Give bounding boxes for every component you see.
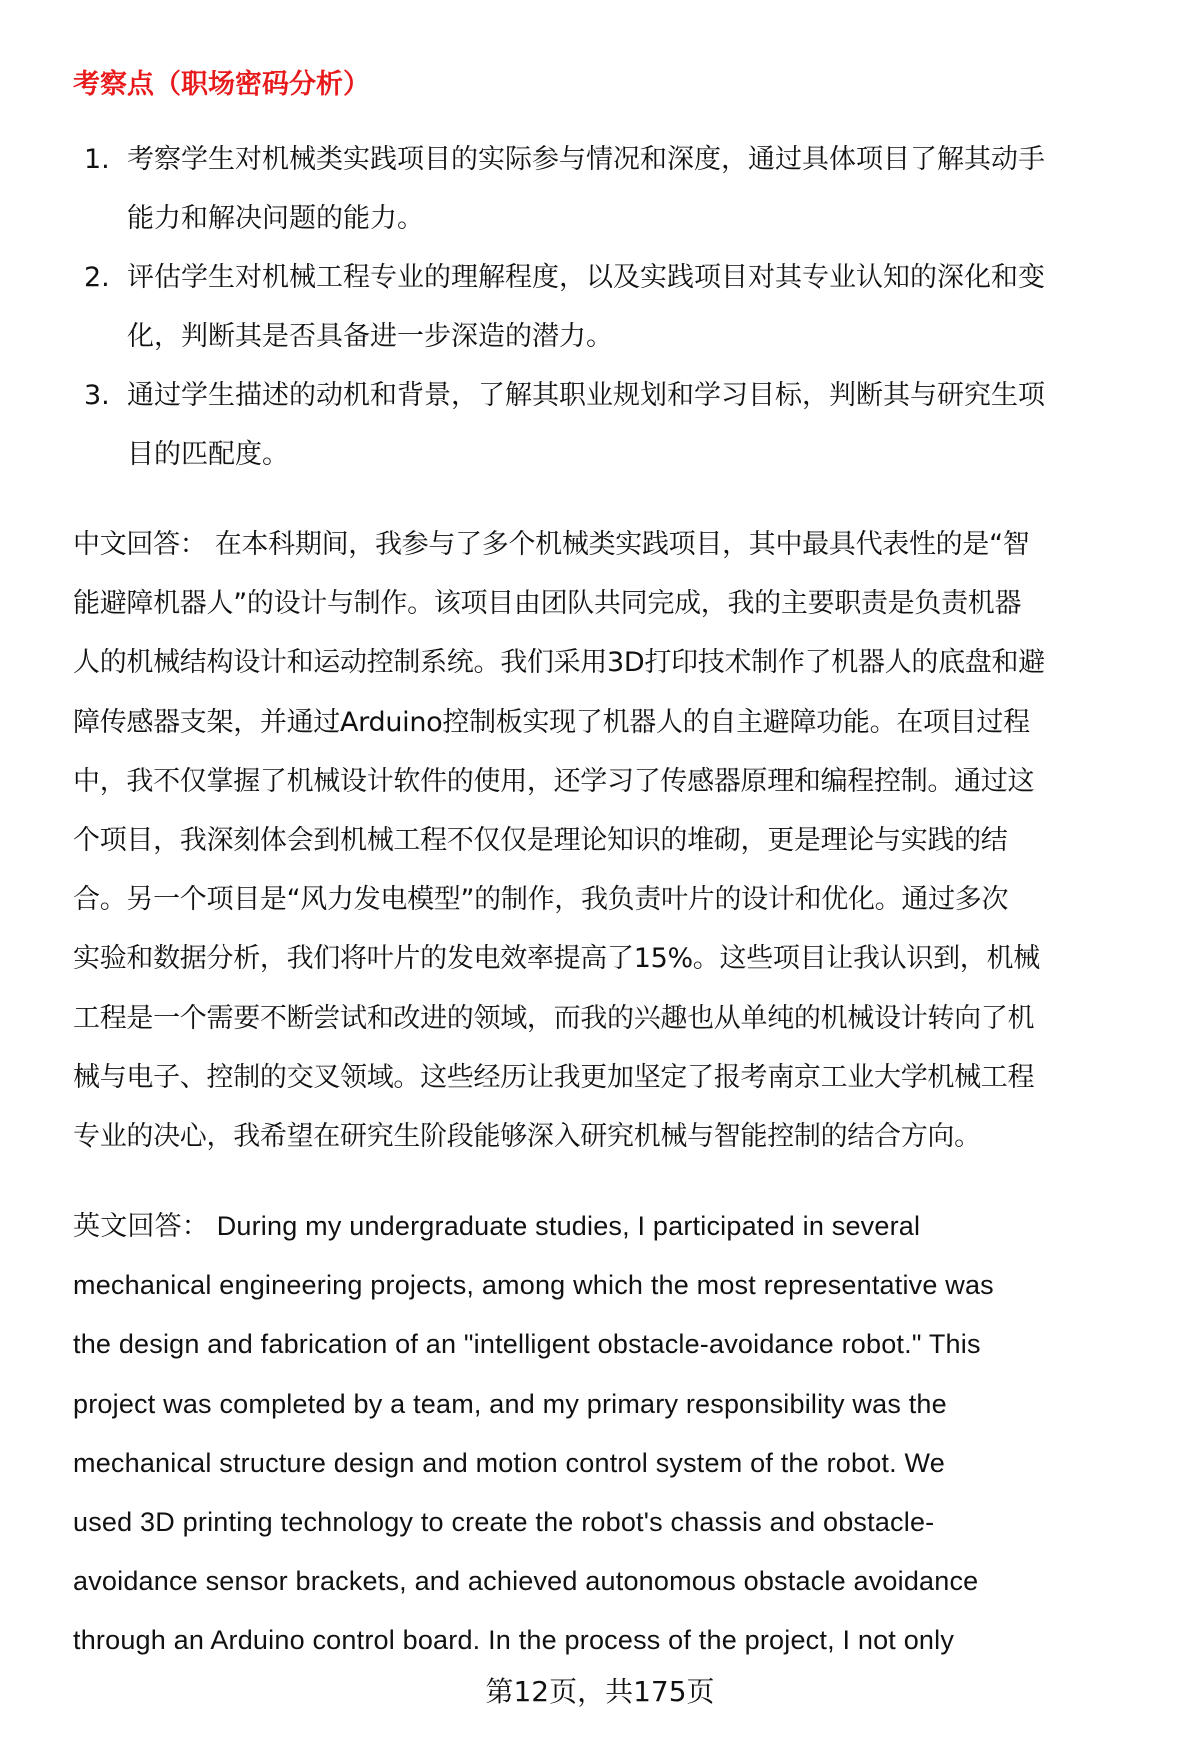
paragraph-line: mechanical engineering projects, among which the most representative was	[73, 1270, 994, 1301]
list-item-line: 化，判断其是否具备进一步深造的潜力。	[127, 321, 613, 352]
paragraph-line: avoidance sensor brackets, and achieved autonomous obstacle avoidance	[73, 1566, 979, 1597]
list-number: 1.	[84, 144, 110, 175]
paragraph-line: the design and fabrication of an "intelligent obstacle-avoidance robot." This	[73, 1329, 981, 1360]
paragraph-line: 械与电子、控制的交叉领域。这些经历让我更加坚定了报考南京工业大学机械工程	[73, 1061, 1035, 1093]
paragraph-line: project was completed by a team, and my primary responsibility was the	[73, 1388, 947, 1419]
paragraph-line: 人的机械结构设计和运动控制系统。我们采用3D打印技术制作了机器人的底盘和避	[73, 647, 1045, 679]
list-item-line: 目的匹配度。	[127, 439, 289, 470]
paragraph-line: 能避障机器人”的设计与制作。该项目由团队共同完成，我的主要职责是负责机器	[73, 588, 1022, 620]
paragraph-line: mechanical structure design and motion control system of the robot. We	[73, 1447, 945, 1478]
paragraph-line: 英文回答： During my undergraduate studies, I participated in several	[73, 1211, 921, 1241]
paragraph-line: 工程是一个需要不断尝试和改进的领域，而我的兴趣也从单纯的机械设计转向了机	[73, 1002, 1035, 1034]
paragraph-line: 合。另一个项目是“风力发电模型”的制作，我负责叶片的设计和优化。通过多次	[73, 884, 1009, 916]
list-item-line: 评估学生对机械工程专业的理解程度，以及实践项目对其专业认知的深化和变	[127, 262, 1045, 293]
section-title: 考察点（职场密码分析）	[73, 69, 370, 100]
paragraph-line: 中文回答： 在本科期间，我参与了多个机械类实践项目，其中最具代表性的是“智	[73, 529, 1030, 560]
list-number: 3.	[84, 380, 110, 411]
list-number: 2.	[84, 262, 110, 293]
paragraph-line: 个项目，我深刻体会到机械工程不仅仅是理论知识的堆砌，更是理论与实践的结	[73, 825, 1008, 856]
paragraph-line: 专业的决心，我希望在研究生阶段能够深入研究机械与智能控制的结合方向。	[73, 1121, 981, 1152]
page-number: 第12页，共175页	[485, 1675, 715, 1708]
list-item-line: 考察学生对机械类实践项目的实际参与情况和深度，通过具体项目了解其动手	[127, 144, 1045, 175]
paragraph-line: 障传感器支架，并通过Arduino控制板实现了机器人的自主避障功能。在项目过程	[73, 706, 1030, 738]
paragraph-line: used 3D printing technology to create the robot's chassis and obstacle-	[73, 1507, 935, 1537]
list-item-line: 能力和解决问题的能力。	[127, 203, 424, 234]
paragraph-line: 中，我不仅掌握了机械设计软件的使用，还学习了传感器原理和编程控制。通过这	[73, 765, 1035, 797]
paragraph-line: through an Arduino control board. In the process of the project, I not only	[73, 1625, 955, 1656]
paragraph-line: 实验和数据分析，我们将叶片的发电效率提高了15%。这些项目让我认识到，机械	[73, 943, 1040, 975]
list-item-line: 通过学生描述的动机和背景，了解其职业规划和学习目标，判断其与研究生项	[127, 380, 1045, 411]
